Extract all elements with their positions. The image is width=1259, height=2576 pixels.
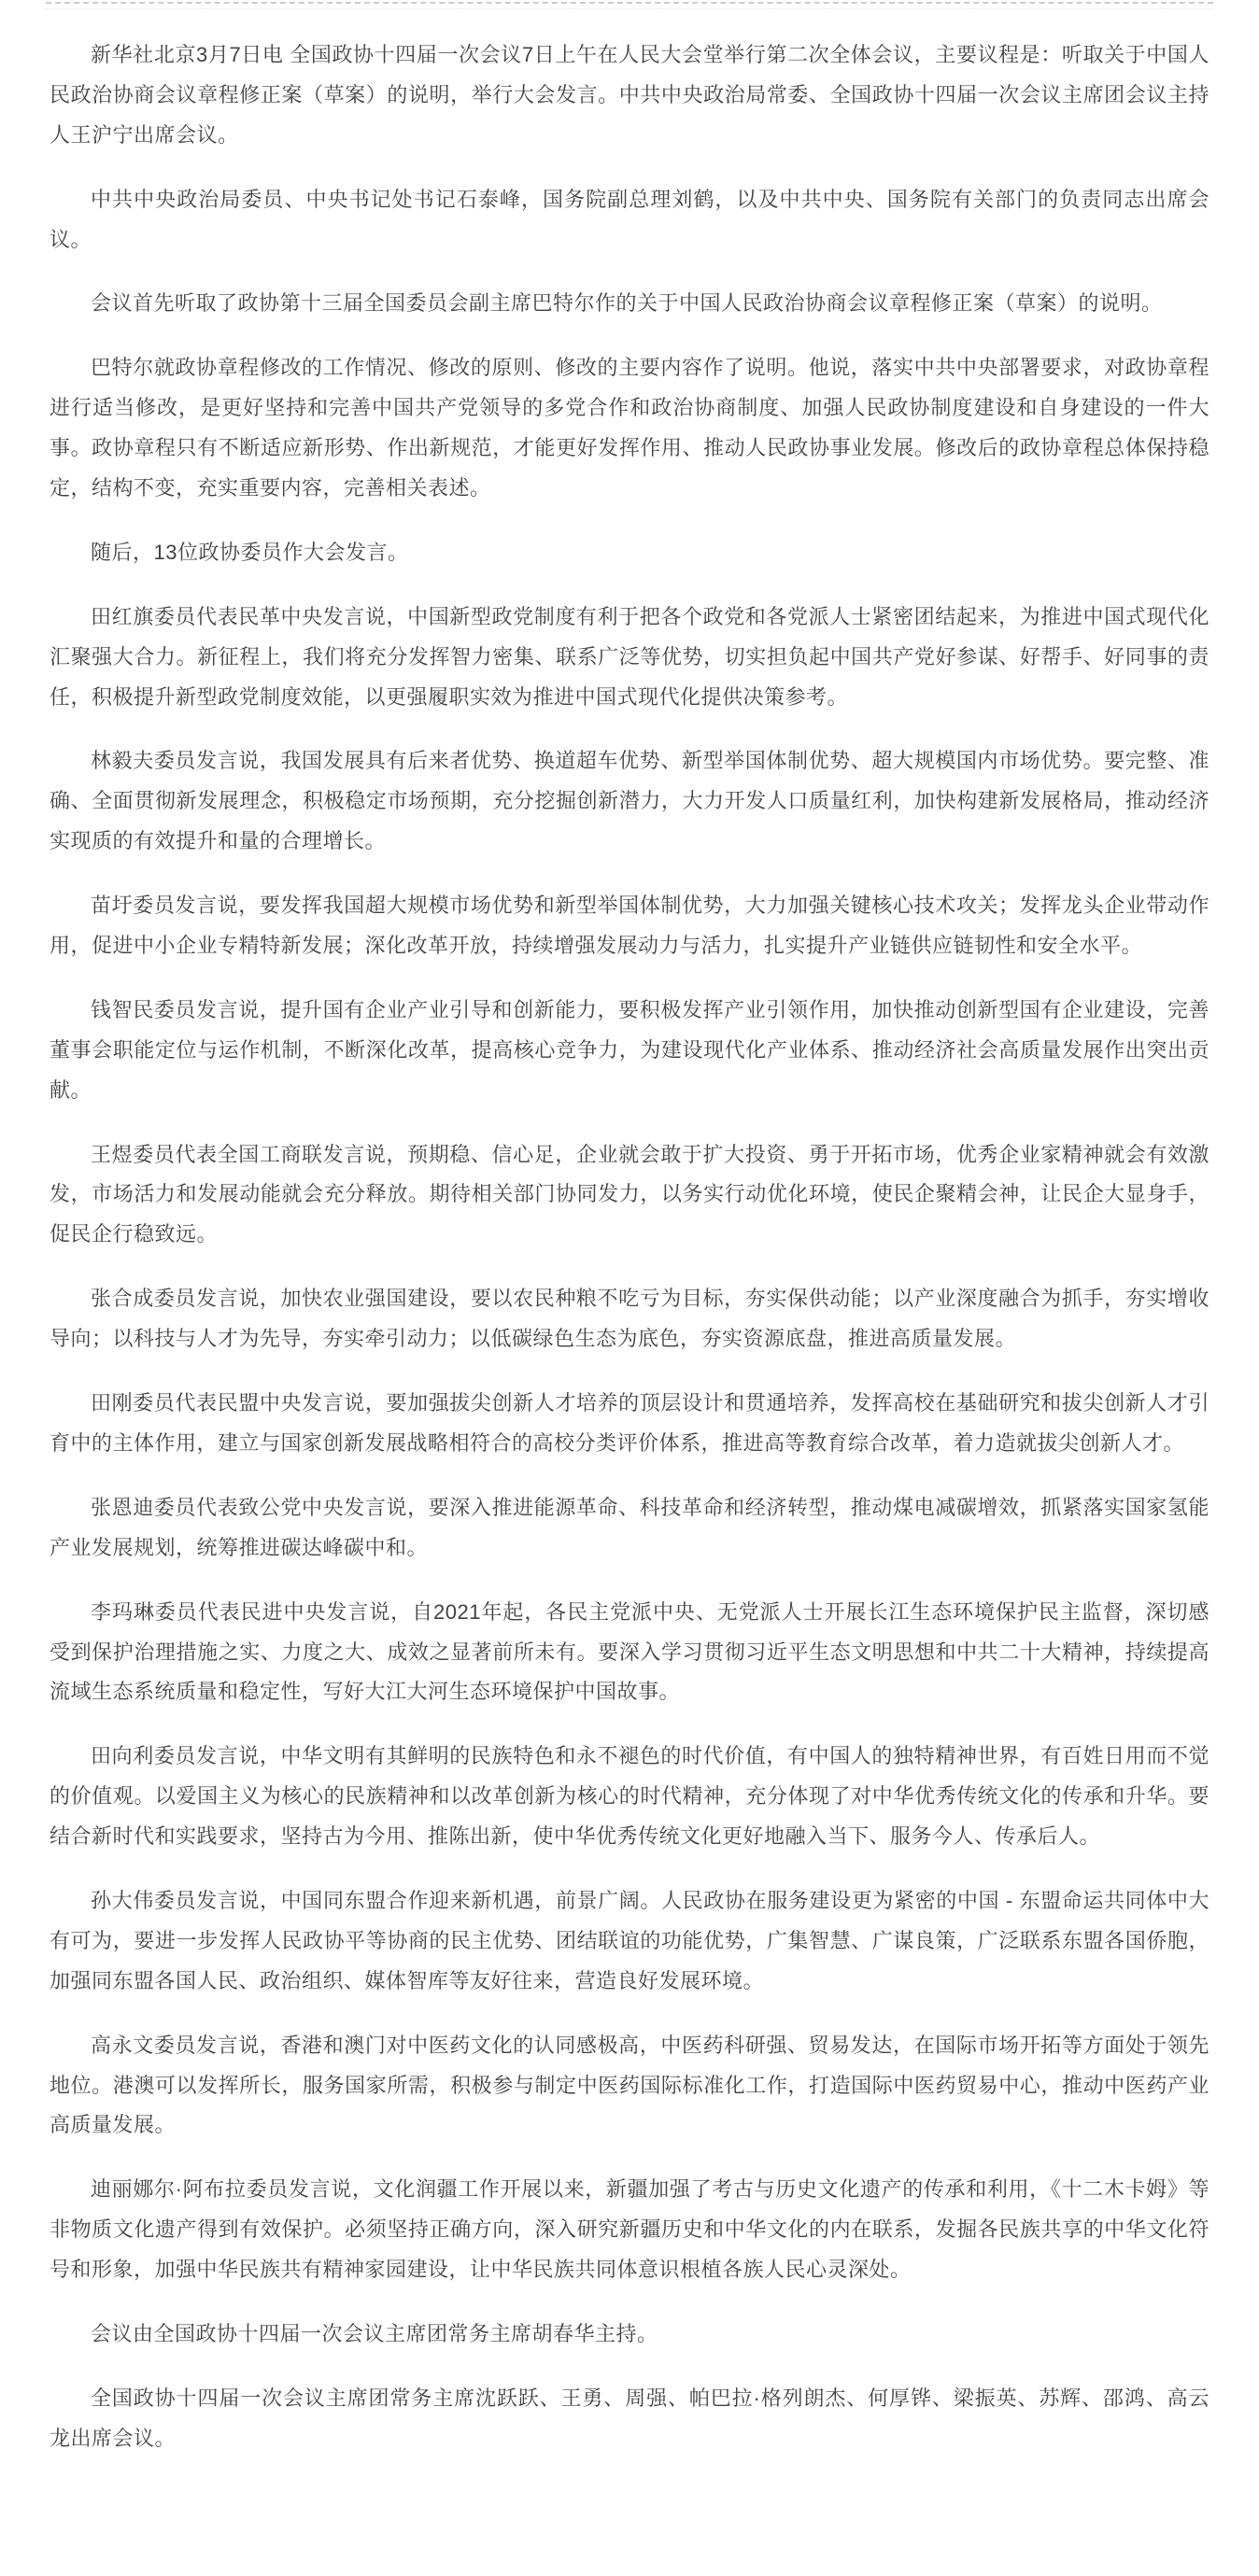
top-dashed-divider (46, 2, 1213, 9)
article-paragraph: 会议由全国政协十四届一次会议主席团常务主席胡春华主持。 (91, 2321, 658, 2345)
article-paragraph: 巴特尔就政协章程修改的工作情况、修改的原则、修改的主要内容作了说明。他说，落实中共中央部署要求，对政协章程进行适当修改，是更好坚持和完善中国共产党领导的多党合作和政治协商制度、加强人民政协制度建设和自身建设的一件大事。政协章程只有不断适应新形势、作出新规范，才能更好发挥作用、推动人民政协事业发展。修改后的政协章程总体保持稳定，结构不变，充实重要内容，完善相关表述。 (50, 356, 1209, 500)
article-paragraph: 田刚委员代表民盟中央发言说，要加强拔尖创新人才培养的顶层设计和贯通培养，发挥高校在基础研究和拔尖创新人才引育中的主体作用，建立与国家创新发展战略相符合的高校分类评价体系，推进高等教育综合改革，着力造就拔尖创新人才。 (50, 1391, 1209, 1455)
article-paragraph: 张恩迪委员代表致公党中央发言说，要深入推进能源革命、科技革命和经济转型，推动煤电减碳增效，抓紧落实国家氢能产业发展规划，统筹推进碳达峰碳中和。 (50, 1495, 1209, 1559)
article-paragraph: 李玛琳委员代表民进中央发言说，自2021年起，各民主党派中央、无党派人士开展长江生态环境保护民主监督，深切感受到保护治理措施之实、力度之大、成效之显著前所未有。要深入学习贯彻习近平生态文明思想和中共二十大精神，持续提高流域生态系统质量和稳定性，写好大江大河生态环境保护中国故事。 (50, 1599, 1209, 1704)
article-paragraph: 王煜委员代表全国工商联发言说，预期稳、信心足，企业就会敢于扩大投资、勇于开拓市场，优秀企业家精神就会有效激发，市场活力和发展动能就会充分释放。期待相关部门协同发力，以务实行动优化环境，使民企聚精会神，让民企大显身手，促民企行稳致远。 (50, 1142, 1209, 1246)
article-paragraph: 田红旗委员代表民革中央发言说，中国新型政党制度有利于把各个政党和各党派人士紧密团结起来，为推进中国式现代化汇聚强大合力。新征程上，我们将充分发挥智力密集、联系广泛等优势，切实担负起中国共产党好参谋、好帮手、好同事的责任，积极提升新型政党制度效能，以更强履职实效为推进中国式现代化提供决策参考。 (50, 604, 1209, 709)
article-paragraph: 田向利委员发言说，中华文明有其鲜明的民族特色和永不褪色的时代价值，有中国人的独特精神世界，有百姓日用而不觉的价值观。以爱国主义为核心的民族精神和以改革创新为核心的时代精神，充分体现了对中华优秀传统文化的传承和升华。要结合新时代和实践要求，坚持古为今用、推陈出新，使中华优秀传统文化更好地融入当下、服务今人、传承后人。 (50, 1744, 1209, 1849)
dashed-line (46, 2, 1213, 4)
article-paragraph: 孙大伟委员发言说，中国同东盟合作迎来新机遇，前景广阔。人民政协在服务建设更为紧密的中国 - 东盟命运共同体中大有可为，要进一步发挥人民政协平等协商的民主优势、团结联谊的功能优势，广集智慧、广谋良策，广泛联系东盟各国侨胞，加强同东盟各国人民、政治组织、媒体智库等友好往来，营造良好发展环境。 (50, 1888, 1209, 1992)
article-paragraph: 全国政协十四届一次会议主席团常务主席沈跃跃、王勇、周强、帕巴拉·格列朗杰、何厚铧、梁振英、苏辉、邵鸿、高云龙出席会议。 (50, 2386, 1209, 2450)
article-paragraph: 张合成委员发言说，加快农业强国建设，要以农民种粮不吃亏为目标，夯实保供动能；以产业深度融合为抓手，夯实增收导向；以科技与人才为先导，夯实牵引动力；以低碳绿色生态为底色，夯实资源底盘，推进高质量发展。 (50, 1287, 1209, 1351)
article-paragraph: 新华社北京3月7日电 全国政协十四届一次会议7日上午在人民大会堂举行第二次全体会议，主要议程是：听取关于中国人民政治协商会议章程修正案（草案）的说明，举行大会发言。中共中央政治局常委、全国政协十四届一次会议主席团会议主持人王沪宁出席会议。 (50, 43, 1209, 147)
article-paragraph: 中共中央政治局委员、中央书记处书记石泰峰，国务院副总理刘鹤，以及中共中央、国务院有关部门的负责同志出席会议。 (50, 187, 1209, 251)
article-paragraph: 迪丽娜尔·阿布拉委员发言说，文化润疆工作开展以来，新疆加强了考古与历史文化遗产的传承和利用，《十二木卡姆》等非物质文化遗产得到有效保护。必须坚持正确方向，深入研究新疆历史和中华文化的内在联系，发掘各民族共享的中华文化符号和形象，加强中华民族共有精神家园建设，让中华民族共同体意识根植各族人民心灵深处。 (50, 2177, 1209, 2282)
article-body (0, 9, 1259, 2497)
article-paragraph: 高永文委员发言说，香港和澳门对中医药文化的认同感极高，中医药科研强、贸易发达，在国际市场开拓等方面处于领先地位。港澳可以发挥所长，服务国家所需，积极参与制定中医药国际标准化工作，打造国际中医药贸易中心，推动中医药产业高质量发展。 (50, 2033, 1209, 2137)
article-paragraph: 随后，13位政协委员作大会发言。 (91, 540, 409, 564)
article-paragraph: 会议首先听取了政协第十三届全国委员会副主席巴特尔作的关于中国人民政治协商会议章程修正案（草案）的说明。 (91, 291, 1163, 316)
article-paragraph: 钱智民委员发言说，提升国有企业产业引导和创新能力，要积极发挥产业引领作用，加快推动创新型国有企业建设，完善董事会职能定位与运作机制，不断深化改革，提高核心竞争力，为建设现代化产业体系、推动经济社会高质量发展作出突出贡献。 (50, 997, 1209, 1102)
article-paragraph: 林毅夫委员发言说，我国发展具有后来者优势、换道超车优势、新型举国体制优势、超大规模国内市场优势。要完整、准确、全面贯彻新发展理念，积极稳定市场预期，充分挖掘创新潜力，大力开发人口质量红利，加快构建新发展格局，推动经济实现质的有效提升和量的合理增长。 (50, 749, 1209, 853)
article-paragraph: 苗圩委员发言说，要发挥我国超大规模市场优势和新型举国体制优势，大力加强关键核心技术攻关；发挥龙头企业带动作用，促进中小企业专精特新发展；深化改革开放，持续增强发展动力与活力，扎实提升产业链供应链韧性和安全水平。 (50, 894, 1209, 958)
